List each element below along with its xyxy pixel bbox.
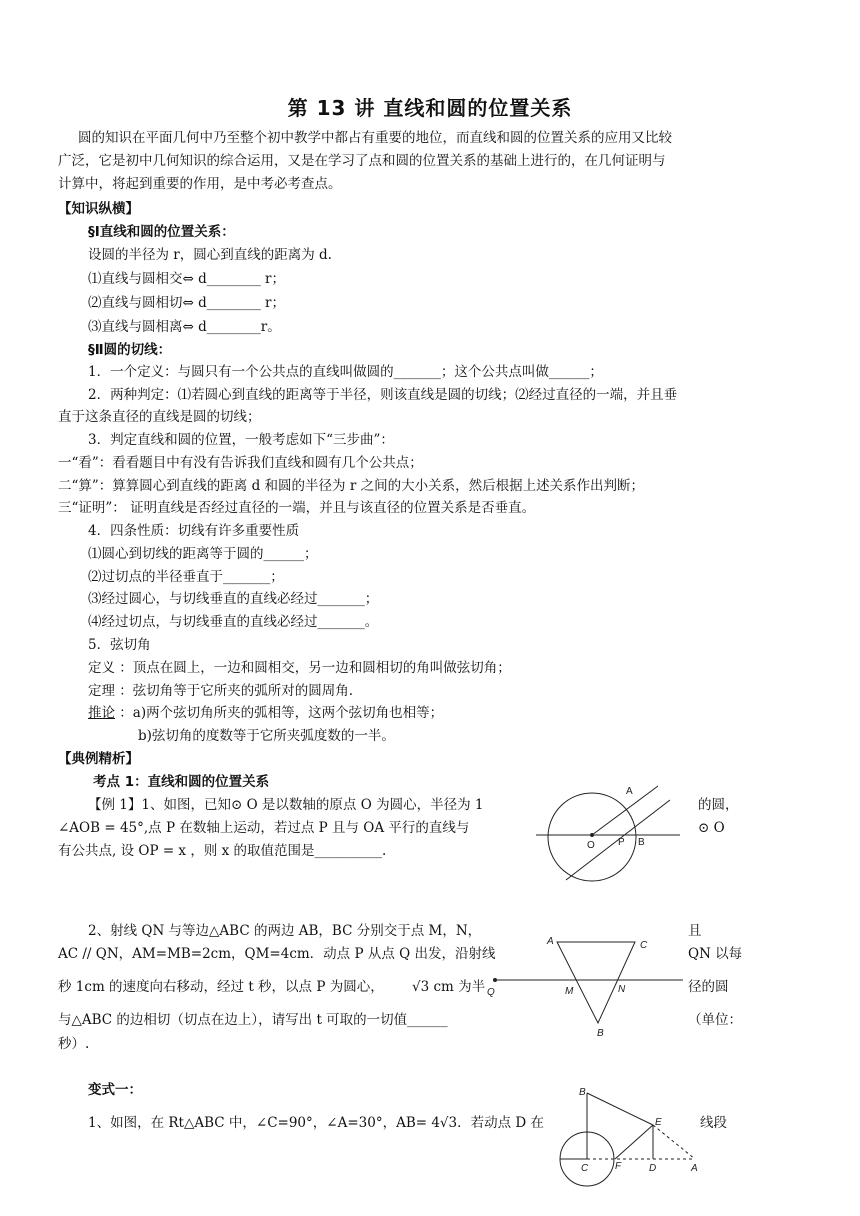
example-1-line: 有公共点, 设 OP = x ，则 x 的取值范围是__________.: [58, 843, 387, 859]
label-b: B: [597, 1028, 604, 1039]
figure-triangle-ray: [485, 930, 685, 1040]
text-line: ⑵直线与圆相切⇔ d________ r；: [88, 295, 285, 311]
text-line: 三“证明”： 证明直线是否经过直径的一端，并且与该直径的位置关系是否垂直。: [58, 500, 536, 516]
text-line: 3．判定直线和圆的位置，一般考虑如下“三步曲”：: [88, 432, 394, 448]
corollary-line: [88, 702, 443, 724]
label-o: O: [587, 840, 595, 851]
example-1-line-right: 的圆，: [698, 797, 739, 813]
text-line: 一“看”：看看题目中有没有告诉我们直线和圆有几个公共点；: [58, 455, 423, 471]
example-1-line: ∠AOB = 45°,点 P 在数轴上运动，若过点 P 且与 OA 平行的直线与: [58, 820, 470, 836]
example-2-line-mid: √3 cm 为半: [412, 979, 486, 995]
side-ab: [587, 1093, 653, 1125]
page-title: 第 13 讲 直线和圆的位置关系: [287, 96, 573, 120]
topic-heading: 考点 1：直线和圆的位置关系: [93, 774, 270, 790]
label-c: C: [640, 940, 648, 951]
label-q: Q: [487, 987, 495, 998]
text-line: 设圆的半径为 r，圆心到直线的距离为 d.: [88, 247, 332, 263]
example-2-line: 秒 1cm 的速度向右移动，经过 t 秒，以点 P 为圆心，: [58, 979, 384, 995]
label-b: B: [638, 837, 645, 848]
variant-line-right: 线段: [700, 1115, 727, 1131]
text-line: 2．两种判定：⑴若圆心到直线的距离等于半径，则该直线是圆的切线；⑵经过直径的一端，并且垂: [88, 387, 678, 403]
intro-line: 计算中，将起到重要的作用，是中考必考查点。: [58, 176, 342, 192]
label-p: P: [618, 837, 625, 848]
example-1-line-right: ⊙ O: [698, 820, 725, 836]
intro-line: 广泛，它是初中几何知识的综合运用，又是在学习了点和圆的位置关系的基础上进行的，在几何证明与: [58, 153, 666, 169]
segment-ea: [653, 1125, 695, 1159]
text-line: ⑴圆心到切线的距离等于圆的______；: [88, 546, 318, 562]
label-b: B: [579, 1087, 586, 1098]
text-line: 1．一个定义：与圆只有一个公共点的直线叫做圆的_______；这个公共点叫做______；: [88, 364, 603, 380]
example-2-line: 与△ABC 的边相切（切点在边上），请写出 t 可取的一切值______: [58, 1012, 448, 1028]
subsection-heading-position: §Ⅰ直线和圆的位置关系：: [88, 224, 235, 240]
point-q: [493, 978, 497, 982]
example-2-line: 秒）.: [58, 1036, 90, 1052]
text-line: 5．弦切角: [88, 637, 151, 653]
text-line: ⑵过切点的半径垂直于_______；: [88, 569, 284, 585]
section-heading-examples: 【典例精析】: [58, 751, 139, 767]
point-o: [590, 833, 594, 837]
segment-ef: [615, 1125, 653, 1159]
ray-oa: [592, 786, 658, 835]
example-2-line-right: （单位：: [688, 1012, 742, 1028]
label-a: A: [626, 786, 633, 797]
label-d: D: [649, 1163, 657, 1174]
text-line: ⑶经过圆心，与切线垂直的直线必经过_______；: [88, 591, 379, 607]
text-line: 定理 ：弦切角等于它所夹的弧所对的圆周角.: [88, 683, 354, 699]
example-2-line-right: QN 以每: [688, 946, 743, 962]
figure-circle-number-line: [530, 782, 690, 892]
label-a: A: [547, 936, 554, 947]
label-a: A: [691, 1163, 698, 1174]
text-line: 二“算”：算算圆心到直线的距离 d 和圆的半径为 r 之间的大小关系，然后根据上述关系作出判断；: [58, 478, 645, 494]
example-2-line: AC // QN，AM=MB=2cm，QM=4cm．动点 P 从点 Q 出发，沿射线: [58, 946, 496, 962]
variant-heading: 变式一：: [88, 1082, 142, 1098]
example-2-line: 2、射线 QN 与等边△ABC 的两边 AB，BC 分别交于点 M，N，: [88, 923, 482, 939]
triangle-abc: [557, 942, 635, 1023]
label-c: C: [581, 1163, 589, 1174]
example-2-line-right: 径的圆: [688, 979, 729, 995]
corollary-label: 推论: [88, 705, 115, 721]
text-line: ⑷经过切点，与切线垂直的直线必经过_______。: [88, 614, 379, 630]
text-line: 直于这条直径的直线是圆的切线；: [58, 409, 261, 425]
variant-line: 1、如图，在 Rt△ABC 中，∠C=90°，∠A=30°，AB= 4√3．若动点 D 在: [88, 1115, 545, 1131]
intro-line: 圆的知识在平面几何中乃至整个初中教学中都占有重要的地位，而直线和圆的位置关系的应用又比较: [78, 130, 672, 146]
example-1-line: 【例 1】1、如图，已知⊙ O 是以数轴的原点 O 为圆心，半径为 1: [88, 797, 484, 813]
text-line: 定义 ：顶点在圆上，一边和圆相交，另一边和圆相切的角叫做弦切角；: [88, 660, 511, 676]
subsection-heading-tangent: §Ⅱ圆的切线：: [88, 342, 172, 358]
corollary-text: ：a)两个弦切角所夹的弧相等，这两个弦切角也相等；: [115, 705, 444, 721]
text-line: ⑶直线与圆相离⇔ d________r。: [88, 319, 281, 335]
section-heading-knowledge: 【知识纵横】: [58, 201, 139, 217]
label-n: N: [618, 984, 626, 995]
figure-right-triangle: [555, 1085, 705, 1213]
example-2-line-right: 且: [688, 923, 702, 939]
label-m: M: [565, 986, 574, 997]
label-e: E: [655, 1117, 662, 1128]
text-line: 4．四条性质：切线有许多重要性质: [88, 523, 300, 539]
text-line: ⑴直线与圆相交⇔ d________ r；: [88, 271, 285, 287]
label-f: F: [615, 1161, 622, 1172]
corollary-line: b)弦切角的度数等于它所夹弧度数的一半。: [138, 728, 395, 744]
